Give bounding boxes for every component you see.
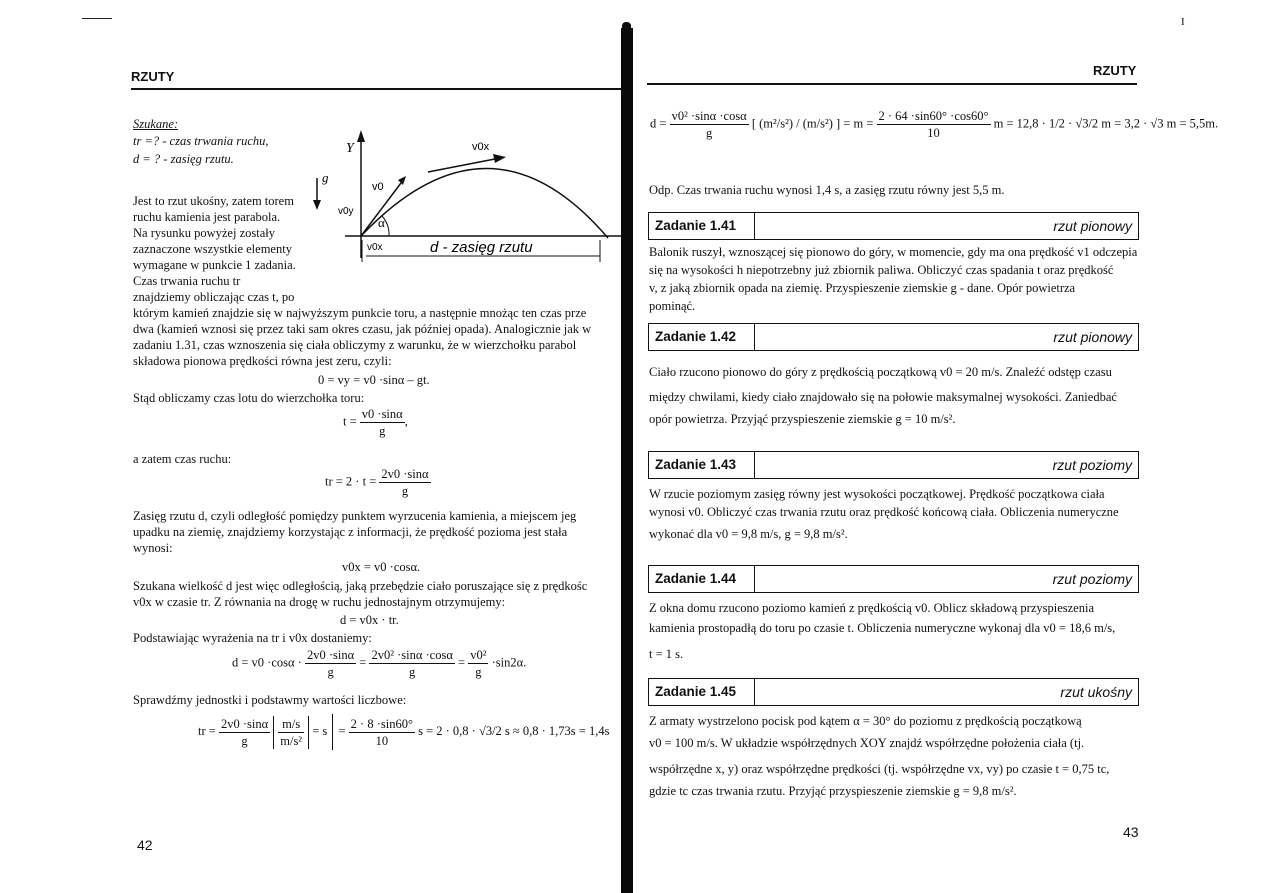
task-1-44-line: kamienia prostopadłą do toru po czasie t. Obliczenia numeryczne wykonaj dla v0 = 18,6 m/s, [649, 621, 1116, 635]
eq7-val-num: 2 · 8 ·sin60° [350, 716, 413, 731]
task-1-44-line: t = 1 s. [649, 647, 684, 661]
p1-line: Czas trwania ruchu tr [133, 274, 241, 288]
v0x-top-arrow [493, 154, 506, 163]
task-label: Zadanie 1.41 [649, 213, 755, 239]
eq2-den: g [379, 424, 386, 438]
task-1-45-line: gdzie tc czas trwania rzutu. Przyjąć przyspieszenie ziemskie g = 9,8 m/s². [649, 784, 1017, 798]
equation-2: t = $\frac{v0 \cdot\sin\alpha}{g}$ , [343, 407, 408, 438]
paragraph-7: Sprawdźmy jednostki i podstawmy wartości liczbowe: [133, 693, 407, 707]
task-tag: rzut poziomy [1052, 457, 1132, 473]
p1-line: którym kamień znajdzie się w najwyższym punkcie toru, a następnie mnożąc ten czas prze [133, 306, 587, 320]
y-axis-arrow [357, 130, 365, 142]
book-gutter [621, 28, 633, 893]
eq7-rest: s = 2 · 0,8 · √3/2 s ≈ 0,8 · 1,73s = 1,4s [418, 723, 610, 738]
book-gutter-top [622, 22, 631, 32]
eq7-val-den: 10 [375, 733, 389, 748]
task-1-43-line: W rzucie poziomym zasięg równy jest wysokości początkowej. Prędkość początkowa ciała [649, 487, 1105, 501]
eq6-f1-num: 2v0 ·sinα [306, 648, 355, 662]
eq7-val-frac [349, 716, 415, 749]
task-tag: rzut pionowy [1053, 218, 1132, 234]
task-1-41-line: Balonik ruszył, wznoszącej się pionowo do góry, w momencie, gdy ma ona prędkość v1 odczepia [649, 245, 1138, 259]
eq-top-val-frac [877, 108, 991, 141]
equation-4: v0x = v0 ·cosα. [342, 560, 421, 574]
eq2-num: v0 ·sinα [361, 407, 403, 421]
equation-5: d = v0x · tr. [340, 613, 399, 627]
eq6-f2-den: g [409, 665, 416, 679]
eq6-f2-num: 2v0² ·sinα ·cosα [371, 648, 453, 662]
corner-mark: I [1181, 16, 1185, 28]
task-1-45-line: Z armaty wystrzelono pocisk pod kątem α = 30° do poziomu z prędkością początkową [649, 714, 1082, 728]
paragraph-6: Podstawiając wyrażenia na tr i v0x dostaniemy: [133, 631, 372, 645]
task-tag: rzut pionowy [1053, 329, 1132, 345]
task-header-1-42 [648, 323, 1139, 351]
task-1-44-line: Z okna domu rzucono poziomo kamień z prędkością v0. Oblicz składową przyspieszenia [649, 601, 1095, 615]
eq2-fraction [360, 406, 405, 439]
left-page-header: RZUTY [131, 69, 175, 84]
p1-line: Jest to rzut ukośny, zatem torem [133, 194, 294, 208]
g-arrow-head [313, 200, 321, 210]
equation-1: 0 = vy = v0 ·sinα – gt. [318, 373, 430, 387]
v0-arrow [398, 176, 406, 185]
task-1-42-line: między chwilami, kiedy ciało znajdowało się na połowie maksymalnej wysokości. Zaniedbać [649, 390, 1117, 404]
szukane-line-1: tr =? - czas trwania ruchu, [133, 134, 269, 148]
task-label: Zadanie 1.45 [649, 679, 755, 705]
task-header-1-41 [648, 212, 1139, 240]
equation-3 [325, 466, 431, 499]
trajectory-diagram [300, 130, 622, 270]
eq-top-val-num: 2 · 64 ·sin60° ·cos60° [878, 109, 989, 123]
eq7-unit-den: m/s² [280, 733, 303, 748]
task-tag: rzut ukośny [1060, 684, 1132, 700]
left-header-rule [131, 88, 621, 90]
eq7-lhs: tr = [198, 723, 216, 738]
task-header-1-43 [648, 451, 1139, 479]
task-1-42-line: opór powietrza. Przyjąć przyspieszenie ziemskie g = 10 m/s². [649, 412, 956, 426]
fig-v0-label: v0 [372, 181, 384, 193]
eq6-frac-3 [468, 647, 488, 680]
paragraph-3: a zatem czas ruchu: [133, 452, 232, 466]
eq-top-frac [670, 108, 749, 141]
v0x-top-vector [428, 158, 500, 172]
task-1-43-line: wykonać dla v0 = 9,8 m/s, g = 9,8 m/s². [649, 527, 848, 541]
eq3-den: g [401, 484, 409, 498]
task-1-41-line: pominąć. [649, 299, 696, 313]
task-tag: rzut poziomy [1052, 571, 1132, 587]
fig-v0y-label: v0y [338, 206, 354, 217]
eq7-den: g [241, 733, 248, 748]
task-header-1-44 [648, 565, 1139, 593]
eq6-f3-num: v0² [470, 648, 487, 662]
eq6-end: ·sin2α. [491, 655, 527, 670]
equation-7: tr = $\frac{2v0 \cdot\sin\alpha}{g}$ $\frac{m/s}{\text{m/s²}}$ = s = $\frac{2 \cdot 8 \cdot\sin 60^\circ}{10}$ s = 2 · 0,8 · √3/2 s ≈ 0,8 · 1,73s = 1,4s [198, 714, 609, 750]
eq-top-val-den: 10 [927, 126, 940, 140]
task-label: Zadanie 1.42 [649, 324, 755, 350]
task-1-41-line: v, z jaką zbiornik opada na ziemię. Przyspieszenie ziemskie g - dane. Opór powietrza [649, 281, 1076, 295]
p1-line: ruchu kamienia jest parabola. [133, 210, 281, 224]
p1-line: Na rysunku powyżej zostały [133, 226, 275, 240]
p1-line: składowa pionowa prędkości równa jest zeru, czyli: [133, 354, 392, 368]
eq7-eq-s: = s [312, 723, 328, 738]
eq3-fraction [379, 466, 430, 499]
task-1-45-line: v0 = 100 m/s. W układzie współrzędnych XOY znajdź współrzędne położenia ciała (tj. [649, 736, 1085, 750]
parabola [361, 168, 608, 238]
p4-line: upadku na ziemię, znajdziemy korzystając z informacji, że prędkość pozioma jest stała [133, 525, 568, 539]
eq7-unit-frac [278, 716, 304, 749]
fig-range-label: d - zasięg rzutu [430, 239, 533, 256]
eq7-frac [219, 716, 270, 749]
task-1-42-line: Ciało rzucono pionowo do góry z prędkością początkową v0 = 20 m/s. Znaleźć odstęp czasu [649, 365, 1112, 379]
eq2-lhs: t = [343, 414, 357, 429]
eq-top-den: g [706, 126, 713, 140]
eq6-a: d = v0 ·cosα · [232, 655, 302, 670]
fig-v0x-bottom-label: v0x [367, 242, 383, 253]
answer-line: Odp. Czas trwania ruchu wynosi 1,4 s, a zasięg rzutu równy jest 5,5 m. [649, 183, 1005, 197]
szukane-line-2: d = ? - zasięg rzutu. [133, 152, 234, 166]
right-header-rule [647, 83, 1137, 85]
eq7-unit-bracket [273, 716, 309, 749]
fig-alpha-label: α [378, 215, 385, 230]
task-1-45-line: współrzędne x, y) oraz współrzędne prędkości (tj. współrzędne vx, vy) po czasie t = 0,75 tc, [649, 762, 1110, 776]
paragraph-2: Stąd obliczamy czas lotu do wierzchołka toru: [133, 391, 365, 405]
eq6-f1-den: g [327, 665, 334, 679]
eq-top-rest: m = 12,8 · 1/2 · √3/2 m = 3,2 · √3 m = 5,5m. [993, 116, 1219, 131]
p5-line: v0x w czasie tr. Z równania na drogę w ruchu jednostajnym otrzymujemy: [133, 595, 506, 609]
p1-line: zadaniu 1.31, czas wznoszenia się ciała obliczymy z warunku, że w wierzchołku parabol [133, 338, 577, 352]
p5-line: Szukana wielkość d jest więc odległością, jaką przebędzie ciało poruszające się z prędkośc [133, 579, 588, 593]
p4-line: wynosi: [133, 541, 173, 555]
top-left-rule [82, 18, 112, 19]
szukane-title: Szukane: [133, 117, 179, 131]
eq-top-num: v0² ·sinα ·cosα [671, 109, 747, 123]
task-1-43-line: wynosi v0. Obliczyć czas trwania rzutu oraz prędkość końcową ciała. Obliczenia numeryczne [649, 505, 1119, 519]
eq6-frac-2 [369, 647, 454, 680]
eq6-frac-1 [305, 647, 356, 680]
task-label: Zadanie 1.44 [649, 566, 755, 592]
p1-line: dwa (kamień wznosi się przez taki sam okres czasu, jak później opada). Analogicznie jak w [133, 322, 592, 336]
fig-g-label: g [322, 170, 329, 185]
p1-line: znajdziemy obliczając czas t, po [133, 290, 295, 304]
eq3-num: 2v0 ·sinα [381, 467, 429, 481]
task-header-1-45 [648, 678, 1139, 706]
p1-line: zaznaczone wszystkie elementy [133, 242, 292, 256]
right-page-header: RZUTY [1093, 63, 1137, 78]
eq7-num: 2v0 ·sinα [220, 716, 269, 731]
fig-y-label: Y [346, 141, 354, 156]
task-label: Zadanie 1.43 [649, 452, 755, 478]
fig-v0x-top-label: v0x [472, 141, 490, 153]
task-1-41-line: się na wysokości h niepotrzebny już zbiornik paliwa. Obliczyć czas spadania t oraz prędkość [649, 263, 1114, 277]
eq6-f3-den: g [475, 665, 482, 679]
eq-top-lhs: d = [650, 116, 667, 131]
equation-6: d = v0 ·cosα · $\frac{2v0 \cdot\sin\alpha}{g}$ = $\frac{\text{2v0² ·sinα ·cosα}}{g}$ = $\frac{\text{v0²}}{g}$ ·sin2α. [232, 648, 527, 679]
eq-top-units: [ (m²/s²) / (m/s²) ] = m [751, 116, 864, 131]
p1-line: wymagane w punkcie 1 zadania. [133, 258, 296, 272]
right-page-number: 43 [1123, 824, 1139, 840]
left-page-number: 42 [137, 837, 153, 853]
eq7-unit-num: m/s [278, 716, 304, 733]
equation-top: d = $\frac{\text{v0² ·sinα ·cosα}}{g}$ [ (m²/s²) / (m/s²) ] = m = $\frac{2 \cdot 64 \cdot\sin 60^\circ \cdot\cos 60^\circ}{10}$ m = 12,8 · 1/2 · √3/2 m = 3,2 · √3 m = 5,5m. [650, 109, 1219, 140]
p4-line: Zasięg rzutu d, czyli odległość pomiędzy punktem wyrzucenia kamienia, a miejscem jeg [133, 509, 577, 523]
eq3-lhs: tr = 2 · t = [325, 474, 377, 489]
